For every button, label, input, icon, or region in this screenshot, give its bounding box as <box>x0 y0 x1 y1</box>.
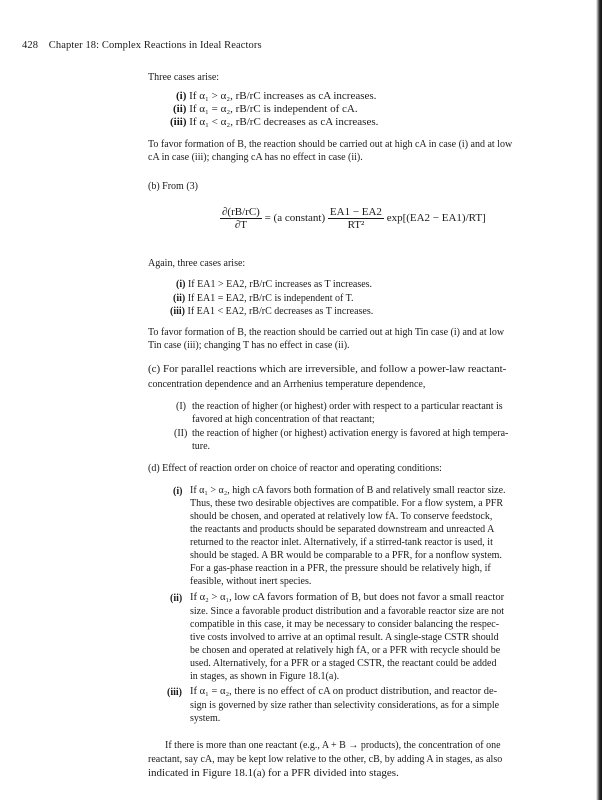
d-i-line: Thus, these two desirable objectives are compatible. For a flow system, a PFR <box>190 498 503 509</box>
case-a-ii <box>173 103 358 116</box>
d-label-ii: (ii) <box>170 593 183 604</box>
d-i-line: For a gas-phase reaction in a PFR, the pressure should be relatively high, if <box>190 563 491 574</box>
d-i-line: returned to the reactor inlet. Alternatively, if a stirred-tank reactor is used, it <box>190 537 493 548</box>
page-edge-shadow <box>596 0 602 800</box>
d-ii-line: tive costs involved to arrive at an optimal result. A single-stage CSTR should <box>190 632 499 643</box>
label-ii: (ii) <box>173 293 186 304</box>
label-ii: (ii) <box>173 103 187 115</box>
favor-b-line-2: cA in case (iii); changing cA has no effect in case (ii). <box>148 152 363 163</box>
favor-b-line-1: To favor formation of B, the reaction should be carried out at high cA in case (i) and at low <box>148 139 513 150</box>
c-item-i-line-1: the reaction of higher (or highest) order with respect to a particular reactant is <box>192 401 503 412</box>
d-label-iii: (iii) <box>167 687 182 698</box>
d-ii-line: in stages, as shown in Figure 18.1(a). <box>190 671 340 682</box>
three-cases-intro: Three cases arise: <box>148 72 220 83</box>
d-i-line: should be staged. A BR would be comparable to a PFR, for a nonflow system. <box>190 550 502 561</box>
d-ii-line: be chosen and operated at relatively high fA, or a PFR with recycle should be <box>190 645 501 656</box>
d-ii-line: size. Since a favorable product distribution and a favorable reactor size are not <box>190 606 505 617</box>
d-i-line: should be chosen, and operated at relatively low fA. To conserve feedstock, <box>190 511 493 522</box>
eq-frac2-denominator: RT² <box>347 219 365 231</box>
again-three-cases: Again, three cases arise: <box>148 258 246 269</box>
case-b-iii-text: If EA1 < EA2, rB/rC decreases as T increases. <box>187 306 374 317</box>
final-line: reactant, say cA, may be kept low relative to the other, cB, by adding A in stages, as also <box>148 754 503 765</box>
d-label-i: (i) <box>173 486 183 497</box>
page-number: 428 <box>22 40 39 51</box>
equation-fraction-2 <box>328 206 384 231</box>
c-item-ii-line-2: ture. <box>192 441 211 452</box>
label-iii: (iii) <box>170 306 185 317</box>
part-c-line-2: concentration dependence and an Arrhenius temperature dependence, <box>148 379 426 390</box>
part-d-heading: (d) Effect of reaction order on choice of reactor and operating conditions: <box>148 463 442 474</box>
c-item-i-line-2: favored at high concentration of that reactant; <box>192 414 375 425</box>
label-iii: (iii) <box>170 116 187 128</box>
d-i-line: feasible, without inert species. <box>190 576 312 587</box>
eq-frac2-numerator: EA1 − EA2 <box>329 206 382 218</box>
case-a-iii-text: If α₁ < α₂, rB/rC decreases as cA increases. <box>189 116 379 128</box>
d-i-line: the reactants and products should be separated downstream and unreacted A <box>190 524 495 535</box>
equation-fraction-1 <box>220 206 262 231</box>
d-ii-line: used. Alternatively, for a PFR or a staged CSTR, the reactant could be added <box>190 658 497 669</box>
d-iii-line: If α₁ = α₂, there is no effect of cA on product distribution, and reactor de- <box>190 686 498 697</box>
case-b-iii <box>170 305 373 318</box>
eq-numerator: ∂(rB/rC) <box>222 206 260 218</box>
d-i-line: If α₁ > α₂, high cA favors both formation of B and relatively small reactor size. <box>190 485 506 496</box>
case-a-ii-text: If α₁ = α₂, rB/rC is independent of cA. <box>189 103 358 115</box>
running-title: Chapter 18: Complex Reactions in Ideal Reactors <box>48 40 262 51</box>
final-line: indicated in Figure 18.1(a) for a PFR divided into stages. <box>148 767 399 779</box>
label-i: (i) <box>176 279 186 290</box>
running-header <box>22 40 262 51</box>
favor-t-line-1: To favor formation of B, the reaction should be carried out at high Tin case (i) and at low <box>148 327 505 338</box>
c-item-ii-label: (II) <box>174 428 188 439</box>
case-b-i <box>176 278 372 291</box>
eq-tail: exp[(EA2 − EA1)/RT] <box>386 212 486 225</box>
case-a-i-text: If α₁ > α₂, rB/rC increases as cA increases. <box>189 90 377 102</box>
case-b-i-text: If EA1 > EA2, rB/rC increases as T increases. <box>187 279 373 290</box>
case-b-ii-text: If EA1 = EA2, rB/rC is independent of T. <box>187 293 354 304</box>
final-line: If there is more than one reactant (e.g., A + B → products), the concentration of one <box>165 740 501 751</box>
case-a-iii <box>170 116 378 129</box>
eq-equals: = (a constant) <box>264 212 326 225</box>
part-c-line-1: (c) For parallel reactions which are irreversible, and follow a power-law reactant- <box>148 363 507 375</box>
favor-t-line-2: Tin case (iii); changing T has no effect in case (ii). <box>148 340 350 351</box>
c-item-i-label: (I) <box>176 401 186 412</box>
eq-denominator: ∂T <box>234 219 247 231</box>
part-b-intro: (b) From (3) <box>148 181 198 192</box>
d-ii-line: If α₂ > α₁, low cA favors formation of B, but does not favor a small reactor <box>190 592 505 603</box>
d-ii-line: compatible in this case, it may be necessary to consider balancing the respec- <box>190 619 500 630</box>
equation <box>220 206 486 231</box>
d-iii-line: sign is governed by size rather than selectivity considerations, as for a simple <box>190 700 500 711</box>
c-item-ii-line-1: the reaction of higher (or highest) activation energy is favored at high tempera- <box>192 428 509 439</box>
label-i: (i) <box>176 90 187 102</box>
d-iii-line: system. <box>190 713 221 724</box>
case-a-i <box>176 90 376 103</box>
case-b-ii <box>173 292 354 305</box>
